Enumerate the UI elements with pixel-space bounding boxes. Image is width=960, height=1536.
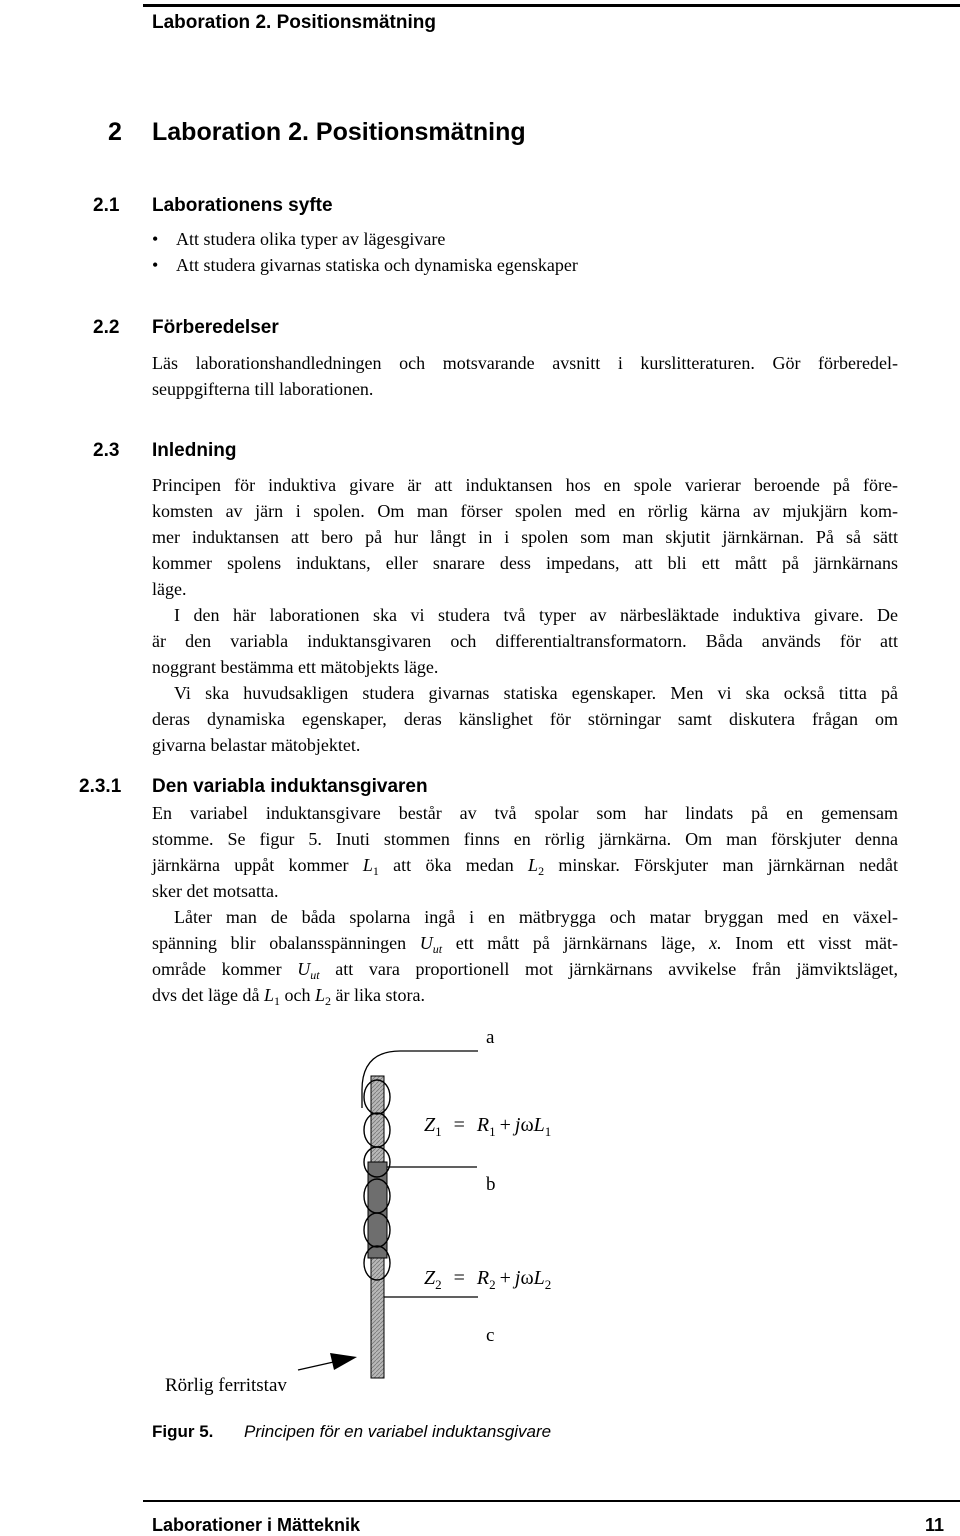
subscript: 1	[273, 994, 280, 1008]
bullet-dot-icon: •	[152, 255, 159, 275]
subscript	[433, 942, 442, 956]
chapter-number: 2	[108, 118, 122, 146]
section-2-3-1-title: Den variabla induktansgivaren	[152, 776, 428, 797]
text-line: I den här laborationen ska vi studera två typer av närbesläktade induktiva givare. De	[174, 605, 898, 625]
symbol-x: x.	[709, 933, 722, 953]
equation-z1: $Z_1 = R_1 + j\omega L_1$	[424, 1114, 552, 1139]
bullet-item	[152, 255, 578, 276]
section-2-3-number: 2.3	[93, 440, 120, 461]
symbol-L: L	[362, 855, 373, 875]
section-2-2-number: 2.2	[93, 317, 120, 338]
text-line: mer induktansen att bero på hur långt in i spolen som man skjutit järnkärnan. På så sätt	[152, 527, 898, 547]
text-line: sker det motsatta.	[152, 881, 279, 901]
page-number: 11	[924, 1515, 944, 1535]
footer-title: Laborationer i Mätteknik	[152, 1515, 361, 1535]
figure-caption-text: Principen för en variabel induktansgivare	[244, 1422, 552, 1441]
text-line: deras dynamiska egenskaper, deras känslighet för störningar samt diskutera frågan om	[152, 709, 898, 729]
text-line: noggrant bestämma ett mätobjekts läge.	[152, 657, 439, 677]
text-line	[152, 930, 898, 956]
text-line: Läs laborationshandledningen och motsvarande avsnitt i kurslitteraturen. Gör förberedel-	[152, 353, 898, 373]
text-run: är lika stora.	[331, 985, 425, 1005]
section-2-3-1-number: 2.3.1	[79, 776, 122, 797]
subscript	[310, 968, 319, 982]
symbol-L: L	[528, 855, 539, 875]
text-line: komsten av järn i spolen. Om man förser spolen med en rörlig kärna av mjukjärn kom-	[152, 501, 898, 521]
section-2-2-title: Förberedelser	[152, 317, 279, 338]
bullet-item	[152, 229, 445, 250]
subscript: 1	[372, 864, 379, 878]
bullet-text: Att studera olika typer av lägesgivare	[176, 229, 446, 249]
text-run: att öka medan	[378, 855, 529, 875]
rod-label: Rörlig ferritstav	[165, 1375, 287, 1396]
symbol-U: U	[419, 933, 433, 953]
text-run: järnkärna uppåt kommer	[152, 855, 363, 875]
section-2-1-number: 2.1	[93, 195, 120, 216]
paragraph	[152, 800, 898, 1008]
running-head: Laboration 2. Positionsmätning	[152, 12, 436, 33]
symbol-U: U	[297, 959, 311, 979]
inductance-sensor-figure	[0, 1015, 960, 1415]
text-line: Principen för induktiva givare är att induktansen hos en spole varierar beroende på före-	[152, 475, 898, 495]
paragraph	[152, 472, 898, 758]
text-line: En variabel induktansgivare består av två spolar som har lindats på en gemensam	[152, 803, 898, 823]
text-line: seuppgifterna till laborationen.	[152, 379, 374, 399]
text-line: läge.	[152, 579, 187, 599]
terminal-label-b: b	[486, 1174, 496, 1195]
chapter-title: Laboration 2. Positionsmätning	[152, 118, 526, 146]
text-run: minskar. Förskjuter man järnkärnan nedåt	[544, 855, 898, 875]
figure-caption-label: Figur 5.	[152, 1422, 214, 1441]
arrow-head-icon	[330, 1353, 357, 1370]
text-line: givarna belastar mätobjektet.	[152, 735, 361, 755]
terminal-label-a: a	[486, 1027, 495, 1048]
text-line: Låter man de båda spolarna ingå i en mätbrygga och matar bryggan med en växel-	[174, 907, 898, 927]
symbol-L: L	[263, 985, 274, 1005]
text-line: Vi ska huvudsakligen studera givarnas statiska egenskaper. Men vi ska också titta på	[174, 683, 898, 703]
text-run: och	[279, 985, 315, 1005]
text-run: dvs det läge då	[152, 985, 264, 1005]
section-2-1-title: Laborationens syfte	[152, 195, 333, 216]
subscript-ut: ut	[432, 942, 443, 956]
text-line	[152, 956, 898, 982]
text-line: stomme. Se figur 5. Inuti stommen finns en rörlig järnkärna. Om man förskjuter denna	[152, 829, 898, 849]
text-run: område kommer	[152, 959, 298, 979]
subscript: 2	[538, 864, 545, 878]
paragraph	[152, 350, 898, 402]
text-run: Inom ett visst mät-	[721, 933, 899, 953]
text-run: ett mått på järnkärnans läge,	[442, 933, 710, 953]
text-run: att vara proportionell mot järnkärnans avvikelse från jämviktsläget,	[319, 959, 898, 979]
bullet-dot-icon: •	[152, 229, 159, 249]
symbol-L: L	[314, 985, 325, 1005]
header-rule	[143, 4, 960, 7]
subscript-ut: ut	[310, 968, 320, 982]
equation-z2: $Z_2 = R_2 + j\omega L_2$	[424, 1267, 552, 1292]
text-line: är den variabla induktansgivaren och differentialtransformatorn. Båda används för att	[152, 631, 898, 651]
section-2-3-title: Inledning	[152, 440, 237, 461]
text-line	[152, 982, 898, 1008]
pointer-line	[298, 1361, 338, 1370]
footer-rule	[143, 1500, 960, 1502]
text-line: kommer spolens induktans, eller snarare dess impedans, att bli ett mått på järnkärnans	[152, 553, 898, 573]
subscript: 2	[325, 994, 331, 1008]
text-run: spänning blir obalansspänningen	[152, 933, 420, 953]
terminal-label-c: c	[486, 1325, 495, 1346]
bullet-text: Att studera givarnas statiska och dynamiska egenskaper	[176, 255, 578, 275]
text-line	[152, 852, 898, 878]
